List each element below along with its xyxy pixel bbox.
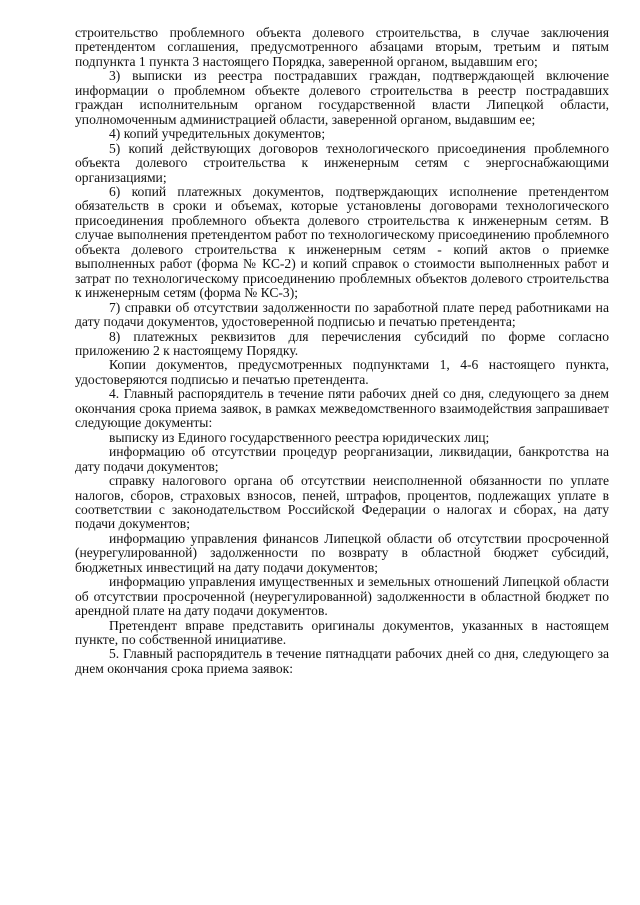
paragraph-item-4: 4) копий учредительных документов; [109,126,326,142]
paragraph-item-6: 6) копий платежных документов, подтверждающих исполнение претендентом обязательств в сроки и объемах, которые установлены договорами технологического присоединения проблемного объекта долевого строительства к инженерным сетям. В случае выполнения претендентом работ по технологическому присоединению проблемного объекта долевого строительства к инженерным сетям - копий актов о приемке выполненных работ (форма № КС-2) и копий справок о стоимости выполненных работ и затрат по технологическому присоединению проблемных объектов долевого строительства к инженерным сетям (форма № КС-3); [75,183,609,301]
paragraph-tax-certificate: справку налогового органа об отсутствии неисполненной обязанности по уплате налогов, сборов, страховых взносов, пеней, штрафов, процентов, подлежащих уплате в соответствии с законодательством Российской Федерации о налогах и сборах, на дату подачи документов; [75,473,609,532]
paragraph-egrul-extract: выписку из Единого государственного реестра юридических лиц; [109,429,490,445]
paragraph-property-info: информацию управления имущественных и земельных отношений Липецкой области об отсутствии просроченной (неурегулированной) задолженности в областной бюджет по арендной плате на дату подачи документов. [75,574,609,619]
paragraph-clause-5: 5. Главный распорядитель в течение пятнадцати рабочих дней со дня, следующего за днем окончания срока приема заявок: [75,646,609,676]
paragraph-own-initiative: Претендент вправе представить оригиналы документов, указанных в настоящем пункте, по собственной инициативе. [75,617,609,648]
paragraph-reorganization-info: информацию об отсутствии процедур реорганизации, ликвидации, банкротства на дату подачи документов; [75,444,609,474]
paragraph-copies-note: Копии документов, предусмотренных подпунктами 1, 4-6 настоящего пункта, удостоверяются подписью и печатью претендента. [75,357,609,387]
document-body [75,26,609,676]
paragraph-item-7: 7) справки об отсутствии задолженности по заработной плате перед работниками на дату подачи документов, удостоверенной подписью и печатью претендента; [75,299,609,330]
paragraph-item-5: 5) копий действующих договоров технологического присоединения проблемного объекта долевого строительства к инженерным сетям с энергоснабжающими организациями; [75,140,609,185]
paragraph-item-3: 3) выписки из реестра пострадавших граждан, подтверждающей включение информации о проблемном объекте долевого строительства в реестр пострадавших граждан исполнительным органом государственной власти Липецкой области, уполномоченным администрацией области, заверенной органом, выдавшим ее; [75,68,609,127]
paragraph-continuation: строительство проблемного объекта долевого строительства, в случае заключения претендентом соглашения, предусмотренного абзацами вторым, третьим и пятым подпункта 1 пункта 3 настоящего Порядка, заверенной органом, выдавшим его; [75,25,609,69]
paragraph-item-8: 8) платежных реквизитов для перечисления субсидий по форме согласно приложению 2 к настоящему Порядку. [75,328,609,358]
paragraph-finance-info: информацию управления финансов Липецкой области об отсутствии просроченной (неурегулированной) задолженности по возврату в областной бюджет субсидий, бюджетных инвестиций на дату подачи документов; [75,530,609,575]
paragraph-clause-4: 4. Главный распорядитель в течение пяти рабочих дней со дня, следующего за днем окончания срока приема заявок, в рамках межведомственного взаимодействия запрашивает следующие документы: [75,386,609,431]
